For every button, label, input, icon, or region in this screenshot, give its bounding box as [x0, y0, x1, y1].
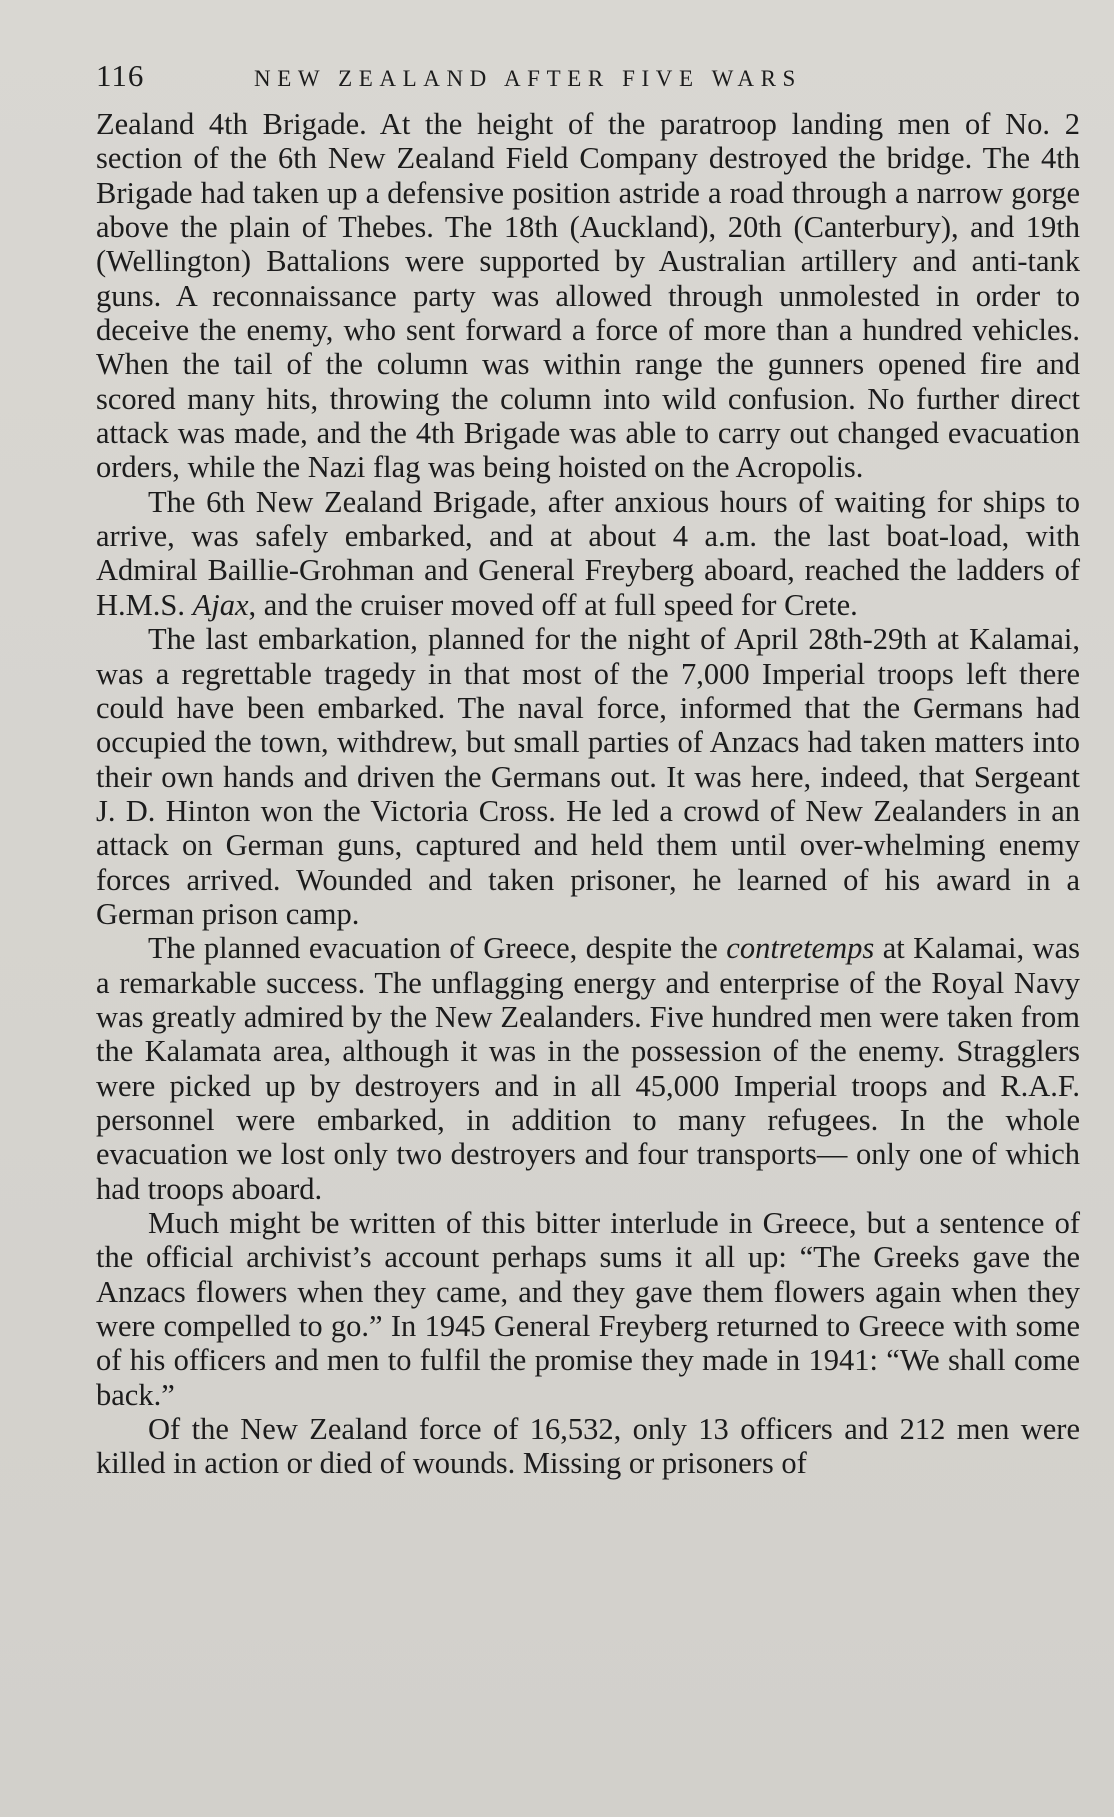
paragraph-2-text-b: , and the cruiser moved off at full speed for Crete.: [248, 587, 858, 622]
paragraph-6: Of the New Zealand force of 16,532, only 13 officers and 212 men were killed in action or died of wounds. Missing or prisoners of: [96, 1412, 1080, 1481]
paragraph-1: Zealand 4th Brigade. At the height of the paratroop landing men of No. 2 section of the 6th New Zealand Field Company destroyed the bridge. The 4th Brigade had taken up a defensive position astride a road through a narrow gorge above the plain of Thebes. The 18th (Auckland), 20th (Canterbury), and 19th (Wellington) Battalions were supported by Australian artillery and anti-tank guns. A reconnaissance party was allowed through unmolested in order to deceive the enemy, who sent forward a force of more than a hundred vehicles. When the tail of the column was within range the gunners opened fire and scored many hits, throwing the column into wild confusion. No further direct attack was made, and the 4th Brigade was able to carry out changed evacuation orders, while the Nazi flag was being hoisted on the Acropolis.: [96, 107, 1080, 485]
ship-name-ajax: Ajax: [192, 587, 249, 622]
page-number: 116: [96, 58, 145, 93]
paragraph-3: The last embarkation, planned for the night of April 28th-29th at Kalamai, was a regrettable tragedy in that most of the 7,000 Imperial troops left there could have been embarked. The naval force, informed that the Germans had occupied the town, withdrew, but small parties of Anzacs had taken matters into their own hands and driven the Germans out. It was here, indeed, that Sergeant J. D. Hinton won the Victoria Cross. He led a crowd of New Zealanders in an attack on German guns, captured and held them until over-whelming enemy forces arrived. Wounded and taken prisoner, he learned of his award in a German prison camp.: [96, 622, 1080, 931]
paragraph-4-text-b: at Kalamai, was a remarkable success. The unflagging energy and enterprise of the Royal Navy was greatly admired by the New Zealanders. Five hundred men were taken from the Kalamata area, although it was in the possession of the enemy. Stragglers were picked up by destroyers and in all 45,000 Imperial troops and R.A.F. personnel were embarked, in addition to many refugees. In the whole evacuation we lost only two destroyers and four transports— only one of which had troops aboard.: [96, 931, 1080, 1206]
paragraph-4: [96, 931, 1080, 1206]
italic-contretemps: contretemps: [726, 931, 875, 966]
paragraph-4-text-a: The planned evacuation of Greece, despite the: [148, 931, 727, 966]
body-text: [96, 107, 1080, 1481]
running-head: [96, 58, 1076, 98]
paragraph-5: Much might be written of this bitter interlude in Greece, but a sentence of the official archivist’s account perhaps sums it all up: “The Greeks gave the Anzacs flowers when they came, and they gave them flowers again when they were compelled to go.” In 1945 General Freyberg returned to Greece with some of his officers and men to fulfil the promise they made in 1941: “We shall come back.”: [96, 1206, 1080, 1412]
paragraph-2: [96, 485, 1080, 622]
paragraph-2-text-a: The 6th New Zealand Brigade, after anxious hours of waiting for ships to arrive, was safely embarked, and at about 4 a.m. the last boat-load, with Admiral Baillie-Grohman and General Freyberg aboard, reached the ladders of H.M.S.: [96, 484, 1080, 622]
running-title: NEW ZEALAND AFTER FIVE WARS: [254, 66, 802, 91]
